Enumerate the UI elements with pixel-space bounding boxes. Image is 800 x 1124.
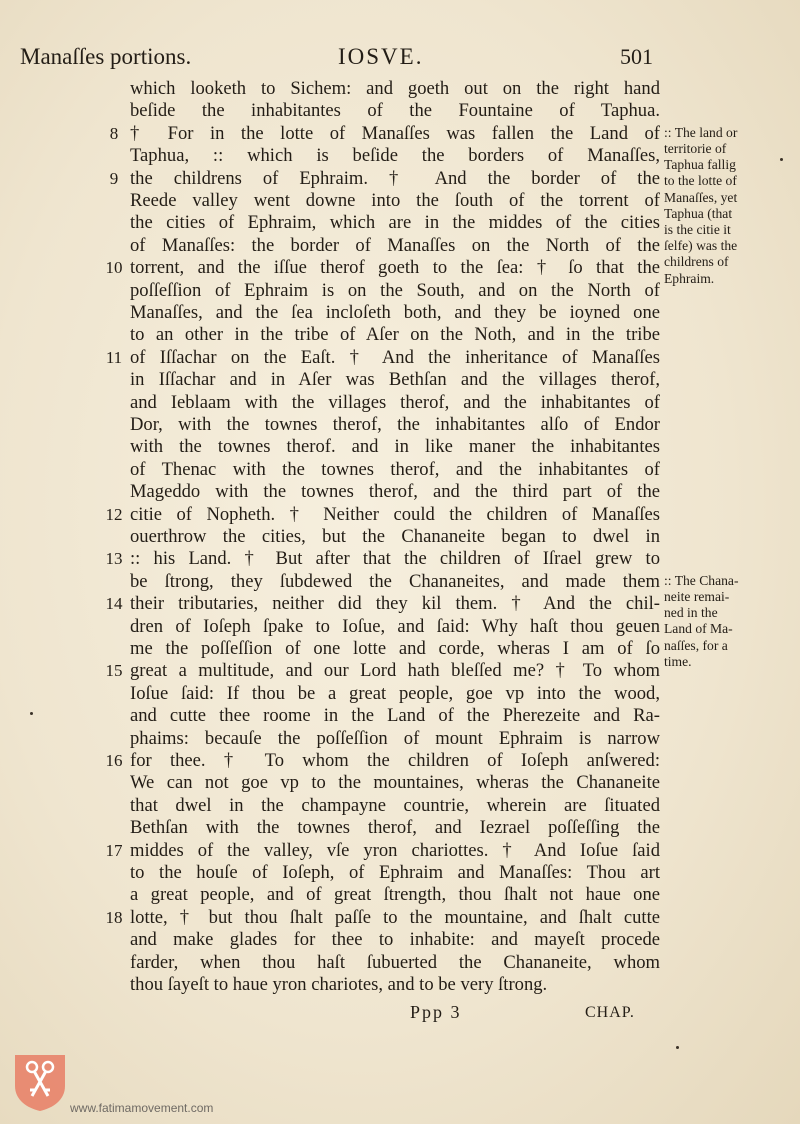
watermark-crest-logo bbox=[12, 1052, 68, 1112]
text-line: lotte, † but thou ſhalt paſſe to the mountaine, and ſhalt cutte bbox=[130, 906, 660, 928]
ink-speck bbox=[780, 158, 783, 161]
margin-note-line: Manaſſes, yet bbox=[664, 189, 738, 205]
text-line: and make glades for thee to inhabite: and mayeſt procede bbox=[130, 929, 660, 951]
signature-mark: Ppp 3 bbox=[410, 1002, 462, 1022]
text-line: middes of the valley, vſe yron chariottes. † And Ioſue ſaid bbox=[130, 839, 660, 861]
verse-number: 12 bbox=[105, 504, 123, 524]
text-line: me the poſſeſſion of one lotte and corde, wheras I am of ſo bbox=[130, 638, 660, 659]
text-line: to an other in the tribe of Aſer on the Noth, and in the tribe bbox=[130, 324, 660, 346]
verse-number: 8 bbox=[109, 123, 119, 143]
margin-note-line: ned in the bbox=[664, 605, 718, 621]
text-line: to the houſe of Ioſeph, of Ephraim and Manaſſes: Thou art bbox=[130, 862, 660, 883]
verse-number: 13 bbox=[105, 549, 123, 569]
text-line: citie of Nopheth. † Neither could the children of Manaſſes bbox=[130, 503, 660, 525]
margin-note-line: :: The land or bbox=[664, 124, 738, 140]
verse-number: 17 bbox=[105, 840, 123, 860]
text-line: :: his Land. † But after that the children of Iſrael grew to bbox=[130, 548, 660, 570]
website-watermark: www.fatimamovement.com bbox=[70, 1101, 214, 1115]
text-line: beſide the inhabitantes of the Fountaine of Taphua. bbox=[130, 100, 660, 122]
text-line: be ſtrong, they ſubdewed the Chananeites, and made them bbox=[130, 570, 660, 592]
page-number: 501 bbox=[620, 44, 653, 69]
text-line: for thee. † To whom the children of Ioſeph anſwered: bbox=[130, 750, 660, 771]
text-line: thou ſayeſt to haue yron chariotes, and to be very ſtrong. bbox=[130, 974, 548, 995]
margin-note-line: Taphua fallig bbox=[664, 157, 736, 173]
text-line: farder, when thou haſt ſubuerted the Chananeite, whom bbox=[130, 951, 660, 973]
text-line: Bethſan with the townes therof, and Iezrael poſſeſſing the bbox=[130, 817, 660, 839]
margin-note-line: Land of Ma- bbox=[664, 621, 733, 637]
text-line: a great people, and of great ſtrength, thou ſhalt not haue one bbox=[130, 884, 660, 906]
verse-number: 14 bbox=[105, 594, 123, 614]
text-line: that dwel in the champayne countrie, wherein are ſituated bbox=[130, 794, 660, 816]
text-line: of Iſſachar on the Eaſt. † And the inheritance of Manaſſes bbox=[130, 346, 660, 368]
margin-note-line: territorie of bbox=[664, 141, 727, 156]
margin-note-line: naſſes, for a bbox=[664, 637, 728, 653]
verse-number: 15 bbox=[105, 661, 123, 681]
text-line: of Manaſſes: the border of Manaſſes on the North of the bbox=[130, 234, 660, 256]
verse-number: 16 bbox=[105, 751, 123, 770]
margin-note-line: Ephraim. bbox=[664, 270, 715, 286]
text-line: torrent, and the iſſue therof goeth to the ſea: † ſo that the bbox=[130, 257, 660, 279]
verse-number: 9 bbox=[109, 168, 119, 188]
margin-note-line: time. bbox=[664, 653, 692, 669]
text-line: their tributaries, neither did they kil them. † And the chil- bbox=[130, 593, 660, 615]
ink-speck bbox=[676, 1046, 679, 1049]
text-line: Dor, with the townes therof, the inhabitantes alſo of Endor bbox=[130, 414, 660, 435]
header-book-title: IOSVE. bbox=[338, 44, 424, 69]
text-line: Manaſſes, and the ſea incloſeth both, and they be ioyned one bbox=[130, 302, 660, 323]
text-line: and Ieblaam with the villages therof, and the inhabitantes of bbox=[130, 391, 660, 413]
text-line: dren of Ioſeph ſpake to Ioſue, and ſaid: Why haſt thou geuen bbox=[130, 615, 660, 637]
text-line: of Thenac with the townes therof, and the inhabitantes of bbox=[130, 458, 660, 480]
text-line: Taphua, :: which is beſide the borders of Manaſſes, bbox=[130, 145, 660, 167]
text-line: with the townes therof. and in like maner the inhabitantes bbox=[130, 436, 660, 458]
text-line: Mageddo with the townes therof, and the third part of the bbox=[130, 481, 660, 503]
ink-speck bbox=[30, 712, 33, 715]
header-section-title: Manaſſes portions. bbox=[20, 44, 192, 69]
verse-number: 18 bbox=[105, 907, 123, 927]
verse-number: 11 bbox=[105, 347, 123, 367]
margin-note-line: ſelfe) was the bbox=[664, 238, 738, 254]
text-line: Reede valley went downe into the ſouth of the torrent of bbox=[130, 190, 660, 211]
text-line: the cities of Ephraim, which are in the middes of the cities bbox=[130, 212, 660, 234]
text-line: great a multitude, and our Lord hath bleſſed me? † To whom bbox=[130, 660, 660, 682]
verse-number: 10 bbox=[105, 258, 123, 278]
margin-note-line: to the lotte of bbox=[664, 173, 737, 189]
margin-note-line: Taphua (that bbox=[664, 205, 733, 221]
text-line: ouerthrow the cities, but the Chananeite began to dwel in bbox=[130, 526, 660, 547]
margin-note-line: childrens of bbox=[664, 254, 729, 270]
text-line: in Iſſachar and in Aſer was Bethſan and the villages therof, bbox=[130, 369, 660, 391]
text-line: phaims: becauſe the poſſeſſion of mount Ephraim is narrow bbox=[130, 727, 660, 749]
catchword: CHAP. bbox=[585, 1004, 635, 1021]
margin-note-line: neite remai- bbox=[664, 589, 730, 604]
text-line: Ioſue ſaid: If thou be a great people, goe vp into the wood, bbox=[130, 682, 660, 704]
text-line: † For in the lotte of Manaſſes was fallen the Land of bbox=[130, 122, 660, 144]
text-line: poſſeſſion of Ephraim is on the South, and on the North of bbox=[130, 279, 660, 301]
text-line: which looketh to Sichem: and goeth out on the right hand bbox=[130, 78, 660, 99]
margin-note-line: :: The Chana- bbox=[664, 572, 739, 588]
margin-note-line: is the citie it bbox=[664, 222, 731, 237]
text-line: the childrens of Ephraim. † And the border of the bbox=[130, 167, 660, 189]
running-header bbox=[0, 44, 800, 78]
text-line: and cutte thee roome in the Land of the Pherezeite and Ra- bbox=[130, 705, 660, 727]
text-line: We can not goe vp to the mountaines, wheras the Chananeite bbox=[130, 772, 660, 794]
